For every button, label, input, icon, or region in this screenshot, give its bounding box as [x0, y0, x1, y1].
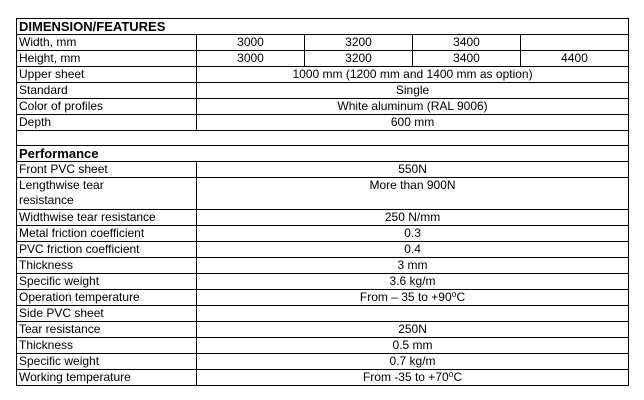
table-row [17, 274, 629, 290]
row-value: 0.7 kg/m [197, 354, 629, 370]
row-value: 0.3 [197, 226, 629, 242]
row-value: 3.6 kg/m [197, 274, 629, 290]
row-label: Depth [17, 115, 197, 131]
height-value: 3200 [305, 51, 413, 67]
row-value: 3 mm [197, 258, 629, 274]
row-value: From – 35 to +90⁰C [197, 290, 629, 306]
row-label: Width, mm [17, 35, 197, 51]
table-row [17, 67, 629, 83]
performance-rows [17, 162, 629, 386]
spec-table [16, 18, 629, 386]
row-value: 0.5 mm [197, 338, 629, 354]
table-row [17, 35, 629, 51]
height-value: 4400 [521, 51, 629, 67]
row-label: Metal friction coefficient [17, 226, 197, 242]
table-row [17, 290, 629, 306]
table-row [17, 178, 629, 210]
row-label [17, 178, 197, 210]
table-row [17, 99, 629, 115]
width-value: 3000 [197, 35, 305, 51]
table-row [17, 226, 629, 242]
row-value: 250 N/mm [197, 210, 629, 226]
height-value: 3400 [413, 51, 521, 67]
table-row [17, 83, 629, 99]
dimension-section-title: DIMENSION/FEATURES [17, 19, 629, 35]
row-label: Thickness [17, 258, 197, 274]
dimension-header-row [17, 19, 629, 35]
row-value: 600 mm [197, 115, 629, 131]
width-value: 3400 [413, 35, 521, 51]
table-row [17, 162, 629, 178]
row-label: Working temperature [17, 370, 197, 386]
row-label: Thickness [17, 338, 197, 354]
row-label: Front PVC sheet [17, 162, 197, 178]
table-row [17, 51, 629, 67]
table-row [17, 370, 629, 386]
row-label: Height, mm [17, 51, 197, 67]
row-value: 550N [197, 162, 629, 178]
row-value: Single [197, 83, 629, 99]
row-value: More than 900N [197, 178, 629, 210]
row-label: Color of profiles [17, 99, 197, 115]
row-value: 250N [197, 322, 629, 338]
row-value: 0.4 [197, 242, 629, 258]
row-value [197, 306, 629, 322]
row-value: From -35 to +70⁰C [197, 370, 629, 386]
width-value: 3200 [305, 35, 413, 51]
table-row [17, 210, 629, 226]
row-label: Standard [17, 83, 197, 99]
table-row [17, 306, 629, 322]
row-label: Specific weight [17, 354, 197, 370]
row-label: Widthwise tear resistance [17, 210, 197, 226]
row-label: Operation temperature [17, 290, 197, 306]
table-row [17, 322, 629, 338]
row-value: White aluminum (RAL 9006) [197, 99, 629, 115]
table-row [17, 242, 629, 258]
performance-section-title: Performance [17, 146, 629, 162]
row-label: PVC friction coefficient [17, 242, 197, 258]
table-row [17, 115, 629, 131]
spacer-row [17, 131, 629, 146]
table-row [17, 258, 629, 274]
row-label: Upper sheet [17, 67, 197, 83]
performance-header-row [17, 146, 629, 162]
height-value: 3000 [197, 51, 305, 67]
width-value [521, 35, 629, 51]
table-row [17, 338, 629, 354]
row-value: 1000 mm (1200 mm and 1400 mm as option) [197, 67, 629, 83]
table-row [17, 354, 629, 370]
row-label-text: Lengthwise tear resistance [19, 178, 104, 207]
row-label: Tear resistance [17, 322, 197, 338]
row-label: Side PVC sheet [17, 306, 197, 322]
row-label: Specific weight [17, 274, 197, 290]
